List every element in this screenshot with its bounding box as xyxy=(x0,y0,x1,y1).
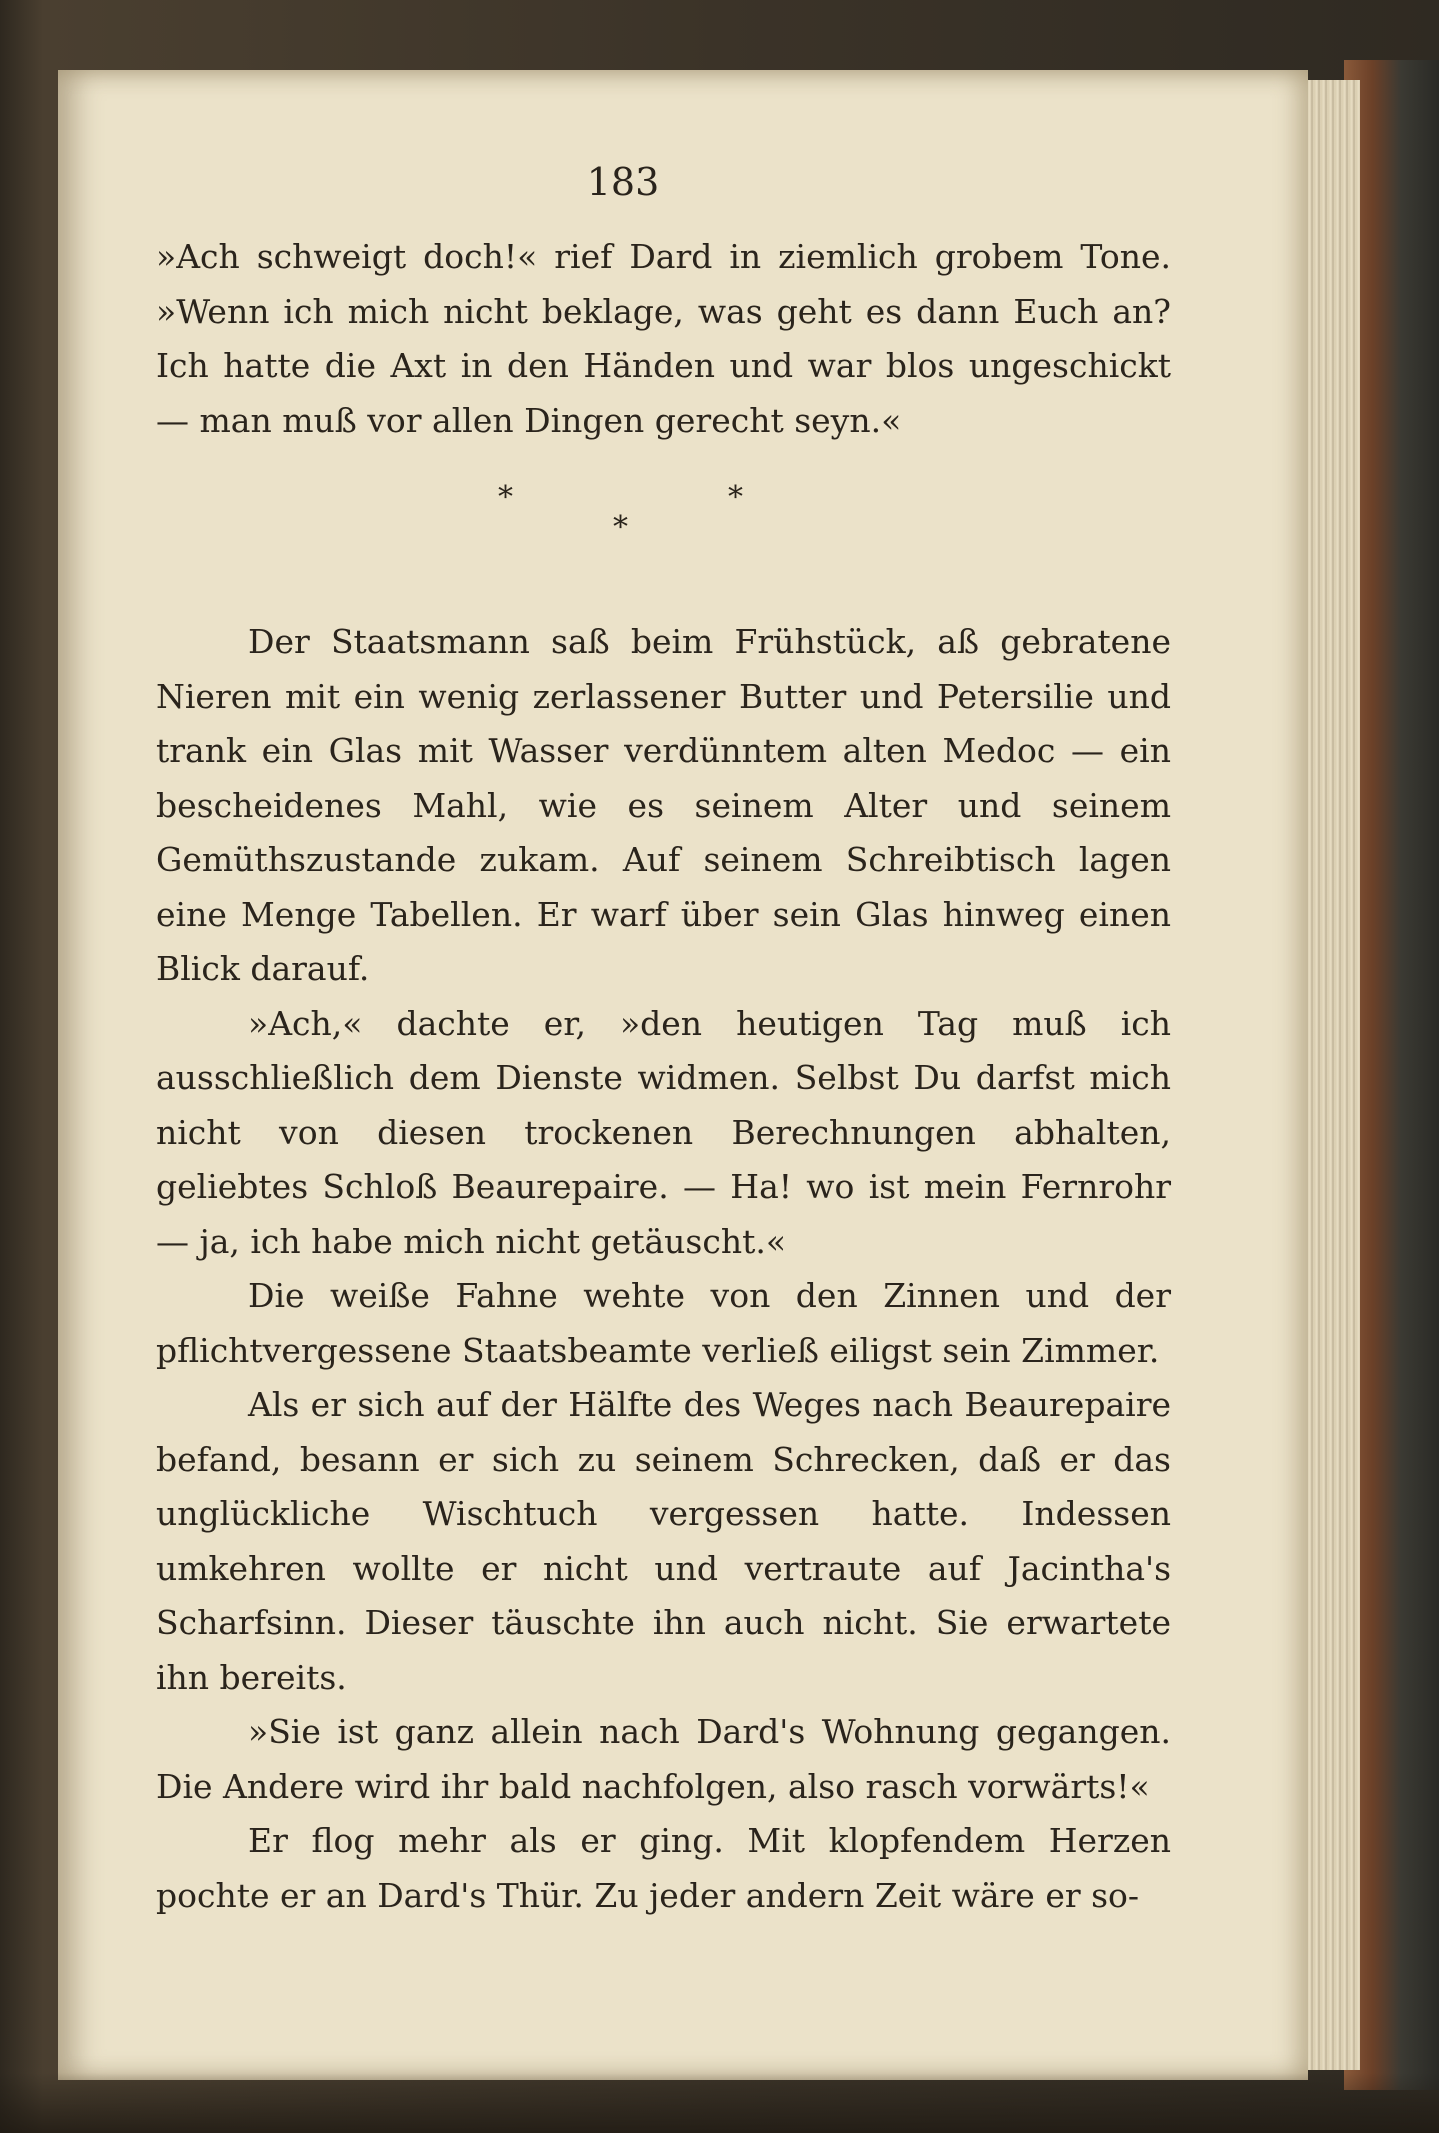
paragraph: »Sie ist ganz allein nach Dard's Wohnung gegangen. Die Andere wird ihr bald nachfolgen, also rasch vorwärts!« xyxy=(156,1712,1171,1806)
paragraph: Als er sich auf der Hälfte des Weges nach Beaurepaire befand, besann er sich zu seinem Schrecken, daß er das unglückliche Wischtuch vergessen hatte. Indessen umkehren wollte er nicht und vertraute auf Jacintha's Scharfsinn. Dieser täuschte ihn auch nicht. Sie erwartete ihn bereits. xyxy=(156,1385,1171,1697)
paragraph: »Ach schweigt doch!« rief Dard in ziemlich grobem Tone. »Wenn ich mich nicht beklage, was geht es dann Euch an? Ich hatte die Axt in den Händen und war blos ungeschickt — man muß vor allen Dingen gerecht seyn.« xyxy=(156,237,1171,440)
section-separator xyxy=(58,480,1188,560)
separator-asterisk: * xyxy=(498,480,513,515)
book-page xyxy=(58,70,1308,2080)
paragraph: »Ach,« dachte er, »den heutigen Tag muß ich ausschließlich dem Dienste widmen. Selbst Du darfst mich nicht von diesen trockenen Berechnungen abhalten, geliebtes Schloß Beaurepaire. — Ha! wo ist mein Fernrohr — ja, ich habe mich nicht getäuscht.« xyxy=(156,1003,1171,1261)
page-edges xyxy=(1300,80,1360,2070)
text-block-top xyxy=(156,230,1171,448)
text-block-main xyxy=(156,615,1171,1923)
separator-asterisk: * xyxy=(728,480,743,515)
paragraph: Die weiße Fahne wehte von den Zinnen und der pflichtvergessene Staatsbeamte verließ eiligst sein Zimmer. xyxy=(156,1276,1171,1370)
bottom-shadow xyxy=(0,2073,1439,2133)
paragraph: Er flog mehr als er ging. Mit klopfendem Herzen pochte er an Dard's Thür. Zu jeder andern Zeit wäre er so- xyxy=(156,1821,1171,1915)
separator-asterisk: * xyxy=(613,510,628,545)
paragraph: Der Staatsmann saß beim Frühstück, aß gebratene Nieren mit ein wenig zerlassener Butter und Petersilie und trank ein Glas mit Wasser verdünntem alten Medoc — ein bescheidenes Mahl, wie es seinem Alter und seinem Gemüthszustande zukam. Auf seinem Schreibtisch lagen eine Menge Tabellen. Er warf über sein Glas hinweg einen Blick darauf. xyxy=(156,622,1171,988)
page-number: 183 xyxy=(586,160,660,204)
